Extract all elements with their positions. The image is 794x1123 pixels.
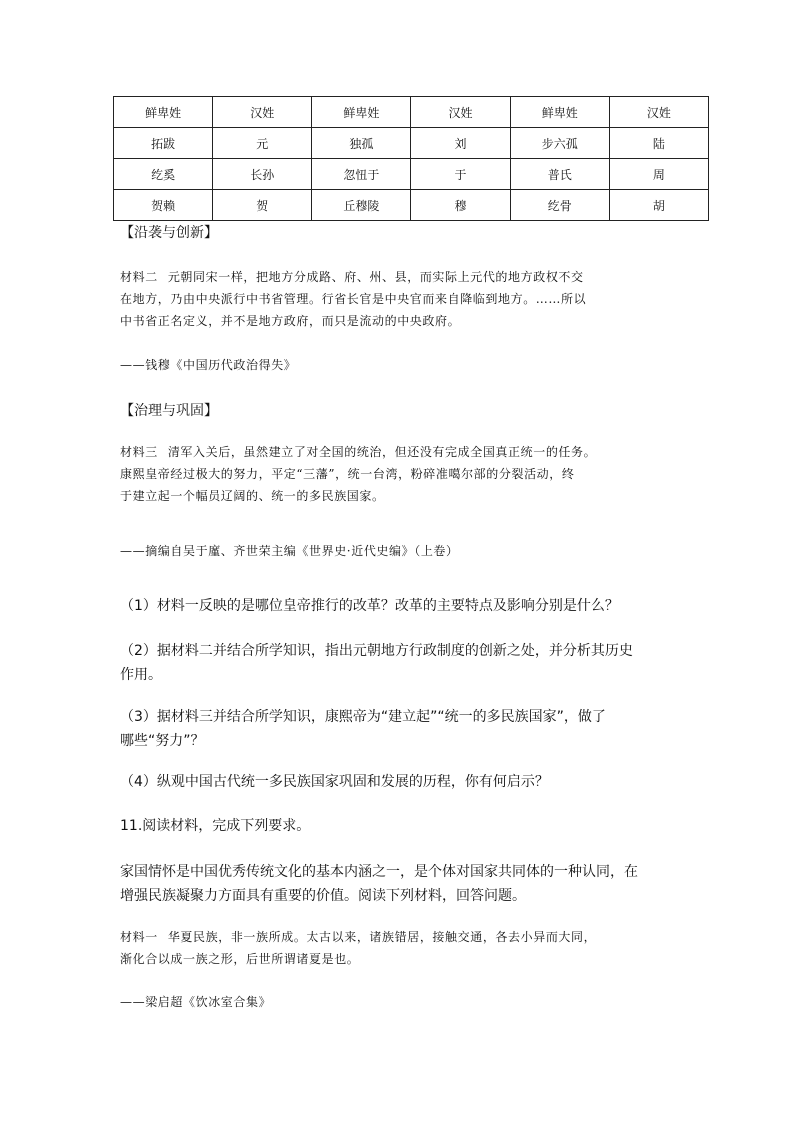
material-line: 渐化合以成一族之形，后世所谓诸夏是也。 bbox=[120, 952, 360, 966]
table-cell: 贺赖 bbox=[114, 190, 213, 221]
table-cell: 忽忸于 bbox=[312, 159, 411, 190]
material-label: 材料三 bbox=[120, 445, 158, 459]
table-cell: 于 bbox=[411, 159, 510, 190]
material-line: 材料三 清军入关后，虽然建立了对全国的统治，但还没有完成全国真正统一的任务。 bbox=[120, 445, 597, 459]
table-row bbox=[114, 190, 709, 221]
table-cell: 鲜卑姓 bbox=[510, 97, 609, 128]
question-3: （3）据材料三并结合所学知识，康熙帝为“建立起”“统一的多民族国家”，做了 哪些“努力”？ bbox=[120, 709, 606, 749]
table-cell: 刘 bbox=[411, 128, 510, 159]
table-row bbox=[114, 128, 709, 159]
material-line: 康熙皇帝经过极大的努力，平定“三藩”，统一台湾，粉碎准噶尔部的分裂活动，终 bbox=[120, 467, 575, 481]
material-one bbox=[120, 926, 680, 970]
question-1: （1）材料一反映的是哪位皇帝推行的改革？改革的主要特点及影响分别是什么？ bbox=[120, 598, 619, 614]
table-cell: 元 bbox=[213, 128, 312, 159]
table-cell: 穆 bbox=[411, 190, 510, 221]
table-cell: 鲜卑姓 bbox=[312, 97, 411, 128]
material-two bbox=[120, 266, 680, 332]
material-line: 在地方，乃由中央派行中书省管理。行省长官是中央官而来自降临到地方。……所以 bbox=[120, 292, 587, 306]
material-line: 于建立起一个幅员辽阔的、统一的多民族国家。 bbox=[120, 489, 385, 503]
table-cell: 汉姓 bbox=[411, 97, 510, 128]
table-cell: 纥奚 bbox=[114, 159, 213, 190]
table-cell: 独孤 bbox=[312, 128, 411, 159]
table-cell: 陆 bbox=[609, 128, 708, 159]
table-cell: 汉姓 bbox=[609, 97, 708, 128]
material-source: ——梁启超《饮冰室合集》 bbox=[120, 995, 272, 1009]
material-source: ——摘编自吴于廑、齐世荣主编《世界史·近代史编》（上卷） bbox=[120, 544, 459, 558]
table-cell: 胡 bbox=[609, 190, 708, 221]
table-cell: 周 bbox=[609, 159, 708, 190]
material-line: 材料二 元朝同宋一样，把地方分成路、府、州、县，而实际上元代的地方政权不交 bbox=[120, 270, 584, 284]
question-2: （2）据材料二并结合所学知识，指出元朝地方行政制度的创新之处，并分析其历史 作用。 bbox=[120, 643, 633, 683]
material-label: 材料一 bbox=[120, 930, 158, 944]
section-heading-inheritance: 【沿袭与创新】 bbox=[120, 225, 218, 241]
material-line: 中书省正名定义，并不是地方政府，而只是流动的中央政府。 bbox=[120, 314, 461, 328]
table-cell: 丘穆陵 bbox=[312, 190, 411, 221]
table-cell: 拓跋 bbox=[114, 128, 213, 159]
material-line: 材料一 华夏民族，非一族所成。太古以来，诸族错居，接触交通，各去小异而大同， bbox=[120, 930, 597, 944]
table-cell: 步六孤 bbox=[510, 128, 609, 159]
table-row bbox=[114, 159, 709, 190]
surname-table bbox=[113, 96, 709, 221]
question-4: （4）纵观中国古代统一多民族国家巩固和发展的历程，你有何启示？ bbox=[120, 774, 549, 790]
problem-11-title: 11.阅读材料，完成下列要求。 bbox=[120, 818, 311, 834]
section-heading-governance: 【治理与巩固】 bbox=[120, 403, 218, 419]
problem-11-intro: 家国情怀是中国优秀传统文化的基本内涵之一，是个体对国家共同体的一种认同，在 增强民族凝聚力方面具有重要的价值。阅读下列材料，回答问题。 bbox=[120, 864, 638, 904]
material-three bbox=[120, 441, 680, 507]
table-cell: 长孙 bbox=[213, 159, 312, 190]
table-cell: 汉姓 bbox=[213, 97, 312, 128]
table-cell: 鲜卑姓 bbox=[114, 97, 213, 128]
table-cell: 贺 bbox=[213, 190, 312, 221]
table-cell: 普氏 bbox=[510, 159, 609, 190]
material-source: ——钱穆《中国历代政治得失》 bbox=[120, 358, 297, 372]
table-cell: 纥骨 bbox=[510, 190, 609, 221]
material-label: 材料二 bbox=[120, 270, 158, 284]
table-header-row bbox=[114, 97, 709, 128]
